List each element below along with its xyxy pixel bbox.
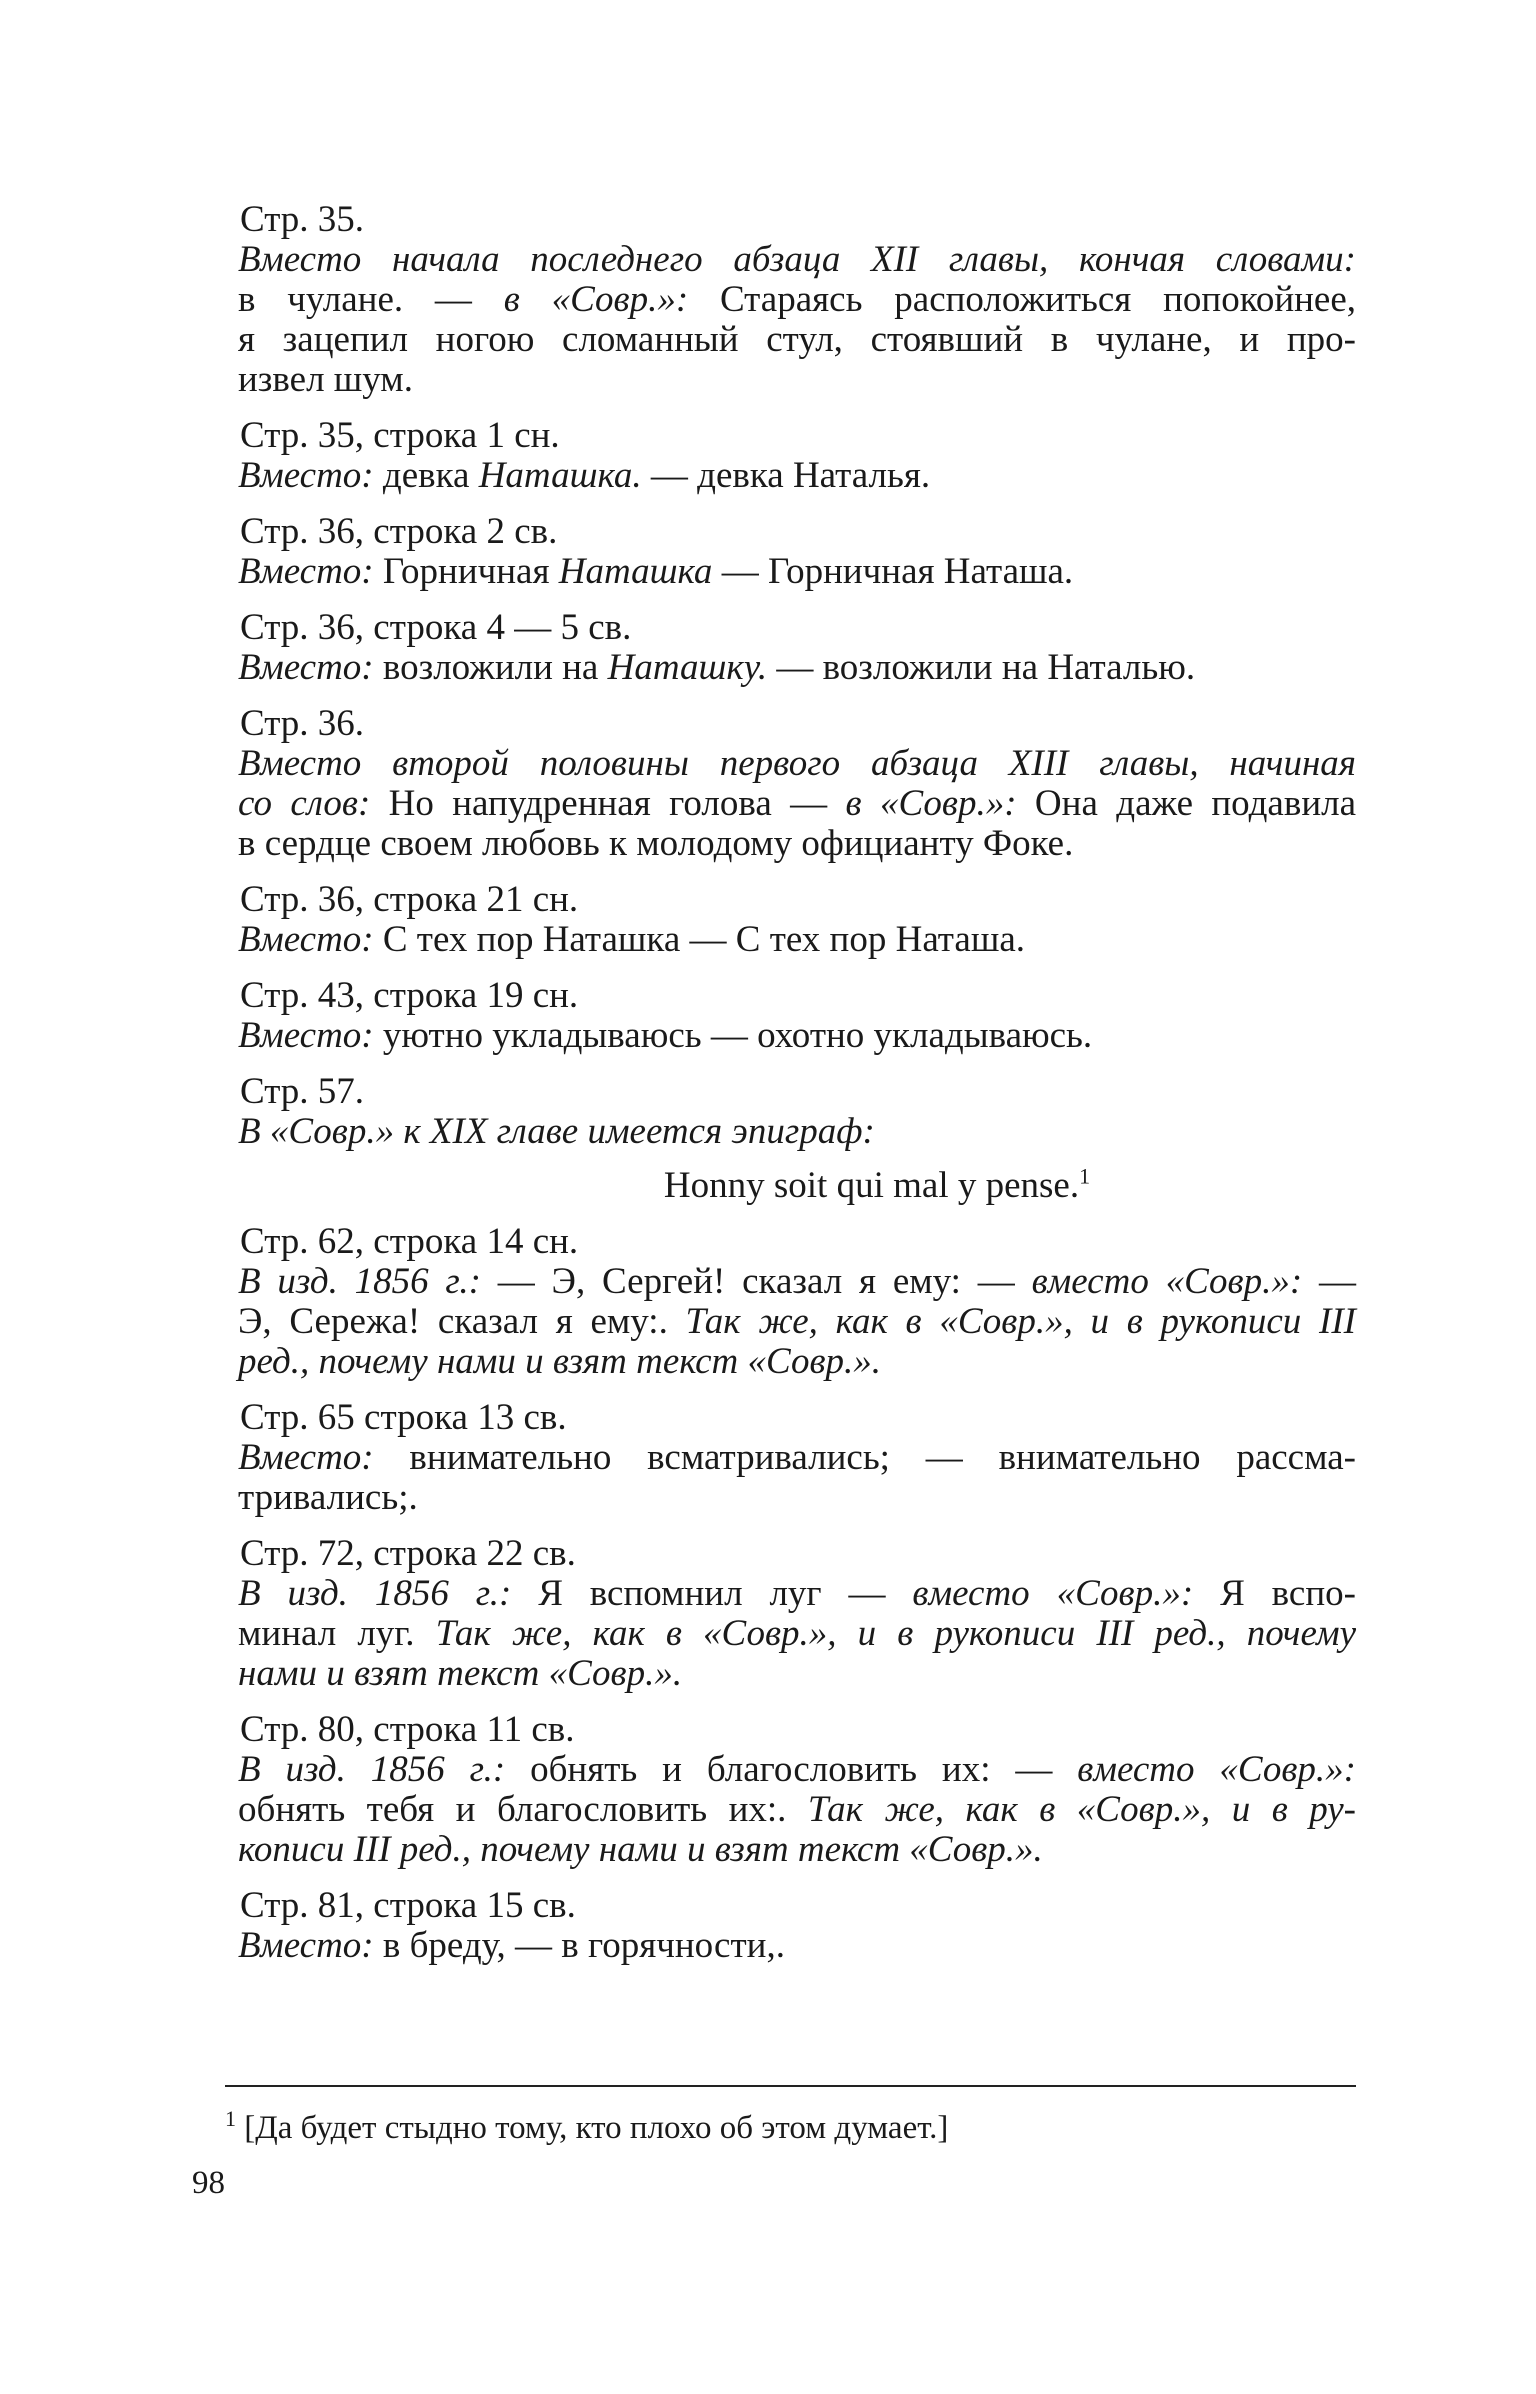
- text-segment: Она даже подавила: [1016, 783, 1357, 824]
- note-line: [238, 1478, 1356, 1518]
- italic-segment: в «Совр.»:: [827, 783, 1017, 824]
- note-line: [238, 1614, 1356, 1654]
- italic-segment: кописи III ред., почему нами и взят текст «Совр.».: [238, 1829, 1043, 1870]
- italic-segment: Так же, как в «Совр.», и в рукописи III ред., почему: [414, 1613, 1356, 1654]
- text-segment: — Э, Сергей! сказал я ему: —: [480, 1261, 1015, 1302]
- note-line: [238, 824, 1356, 864]
- text-segment: внимательно всматривались; — внимательно рассма-: [373, 1437, 1356, 1478]
- note-entry: [238, 704, 1356, 864]
- text-segment: возложили на: [373, 647, 608, 688]
- epigraph: [238, 1163, 1356, 1206]
- note-entry: [238, 1534, 1356, 1694]
- note-line: [238, 1342, 1356, 1382]
- text-segment: — возложили на Наталью.: [767, 647, 1196, 688]
- text-segment: Но напудренная голова —: [370, 783, 828, 824]
- note-line: [238, 1790, 1356, 1830]
- italic-segment: Вместо начала последнего абзаца XII главы, кончая словами:: [238, 239, 1356, 280]
- text-segment: — девка Наталья.: [641, 455, 931, 496]
- text-segment: Я вспомнил луг —: [511, 1573, 886, 1614]
- text-segment: в чулане. —: [238, 279, 472, 320]
- text-segment: в бреду, — в горячности,.: [373, 1925, 785, 1966]
- page-reference: Стр. 57.: [240, 1071, 365, 1112]
- italic-segment: В «Совр.» к XIX главе имеется эпиграф:: [238, 1111, 875, 1152]
- text-segment: — Горничная Наташа.: [712, 551, 1074, 592]
- italic-segment: В изд. 1856 г.:: [238, 1573, 512, 1614]
- text-segment: уютно укладываюсь — охотно укладываюсь.: [373, 1015, 1093, 1056]
- note-entry: [238, 608, 1356, 688]
- note-entry: [238, 512, 1356, 592]
- text-segment: в сердце своем любовь к молодому официанту Фоке.: [238, 823, 1074, 864]
- italic-segment: Так же, как в «Совр.», и в рукописи III: [667, 1301, 1356, 1342]
- page-reference: Стр. 62, строка 14 сн.: [240, 1221, 579, 1262]
- note-line: [238, 1654, 1356, 1694]
- text-segment: минал луг.: [238, 1613, 415, 1654]
- page-reference: Стр. 35.: [240, 199, 365, 240]
- italic-segment: вместо «Совр.»:: [885, 1573, 1194, 1614]
- note-line: [238, 1574, 1356, 1614]
- text-segment: обнять и благословить их: —: [505, 1749, 1053, 1790]
- main-text: [238, 200, 1356, 1982]
- note-line: [238, 360, 1356, 400]
- italic-segment: В изд. 1856 г.:: [238, 1749, 506, 1790]
- epigraph-text: Honny soit qui mal y pense.: [663, 1165, 1080, 1206]
- footnote: [225, 2108, 948, 2148]
- page-reference: Стр. 81, строка 15 св.: [240, 1885, 576, 1926]
- page-reference: Стр. 65 строка 13 св.: [240, 1397, 567, 1438]
- text-segment: девка: [373, 455, 479, 496]
- italic-segment: Вместо второй половины первого абзаца XIII главы, начиная: [238, 743, 1356, 784]
- italic-segment: Вместо:: [238, 1015, 374, 1056]
- footnote-marker: 1: [225, 2106, 236, 2131]
- text-segment: Э, Сережа! сказал я ему:.: [238, 1301, 668, 1342]
- italic-segment: Вместо:: [238, 551, 374, 592]
- italic-segment: Вместо:: [238, 647, 374, 688]
- note-line: [238, 1302, 1356, 1342]
- italic-segment: Вместо:: [238, 1925, 374, 1966]
- text-segment: Горничная: [373, 551, 559, 592]
- italic-segment: вместо «Совр.»:: [1014, 1261, 1303, 1302]
- note-entry: [238, 1072, 1356, 1206]
- epigraph-footnote-marker: 1: [1079, 1163, 1091, 1189]
- page-reference: Стр. 80, строка 11 св.: [240, 1709, 575, 1750]
- italic-segment: нами и взят текст «Совр.».: [238, 1653, 683, 1694]
- note-line: [238, 1750, 1356, 1790]
- note-line: [238, 320, 1356, 360]
- italic-segment: Так же, как в «Совр.», и в ру-: [786, 1789, 1357, 1830]
- italic-segment: вместо «Совр.»:: [1052, 1749, 1356, 1790]
- note-line: [238, 280, 1356, 320]
- note-entry: [238, 1710, 1356, 1870]
- text-segment: С тех пор Наташка — С тех пор Наташа.: [373, 919, 1025, 960]
- page-reference: Стр. 36, строка 2 св.: [240, 511, 558, 552]
- italic-segment: Наташка: [558, 551, 713, 592]
- note-line: [238, 1016, 1356, 1056]
- text-segment: я зацепил ногою сломанный стул, стоявший в чулане, и про-: [238, 319, 1356, 360]
- italic-segment: Вместо:: [238, 1437, 374, 1478]
- page-reference: Стр. 36, строка 4 — 5 св.: [240, 607, 632, 648]
- note-line: [238, 1262, 1356, 1302]
- text-segment: тривались;.: [238, 1477, 418, 1518]
- page-reference: Стр. 43, строка 19 сн.: [240, 975, 579, 1016]
- note-line: [238, 552, 1356, 592]
- page-reference: Стр. 72, строка 22 св.: [240, 1533, 576, 1574]
- note-line: [238, 1926, 1356, 1966]
- italic-segment: в «Совр.»:: [471, 279, 689, 320]
- italic-segment: Наташка.: [478, 455, 642, 496]
- italic-segment: ред., почему нами и взят текст «Совр.».: [238, 1341, 882, 1382]
- note-line: [238, 1438, 1356, 1478]
- page-reference: Стр. 36.: [240, 703, 365, 744]
- text-segment: —: [1302, 1261, 1356, 1302]
- note-line: [238, 920, 1356, 960]
- note-entry: [238, 1222, 1356, 1382]
- note-line: [238, 456, 1356, 496]
- note-line: [238, 648, 1356, 688]
- italic-segment: Наташку.: [607, 647, 768, 688]
- footnote-rule: [225, 2085, 1356, 2087]
- note-line: [238, 784, 1356, 824]
- note-entry: [238, 1886, 1356, 1966]
- note-line: [238, 1112, 1356, 1152]
- note-entry: [238, 200, 1356, 400]
- note-line: [238, 1830, 1356, 1870]
- note-entry: [238, 976, 1356, 1056]
- note-entry: [238, 416, 1356, 496]
- page-reference: Стр. 36, строка 21 сн.: [240, 879, 579, 920]
- text-segment: обнять тебя и благословить их:.: [238, 1789, 787, 1830]
- text-segment: Стараясь расположиться попокойнее,: [688, 279, 1357, 320]
- italic-segment: со слов:: [238, 783, 371, 824]
- note-entry: [238, 1398, 1356, 1518]
- italic-segment: Вместо:: [238, 919, 374, 960]
- italic-segment: В изд. 1856 г.:: [238, 1261, 481, 1302]
- italic-segment: Вместо:: [238, 455, 374, 496]
- note-entry: [238, 880, 1356, 960]
- footnote-text: [Да будет стыдно тому, кто плохо об этом думает.]: [244, 2110, 949, 2146]
- text-segment: Я вспо-: [1193, 1573, 1356, 1614]
- page-reference: Стр. 35, строка 1 сн.: [240, 415, 560, 456]
- text-segment: извел шум.: [238, 359, 413, 400]
- page-number: 98: [192, 2165, 225, 2201]
- note-line: [238, 744, 1356, 784]
- note-line: [238, 240, 1356, 280]
